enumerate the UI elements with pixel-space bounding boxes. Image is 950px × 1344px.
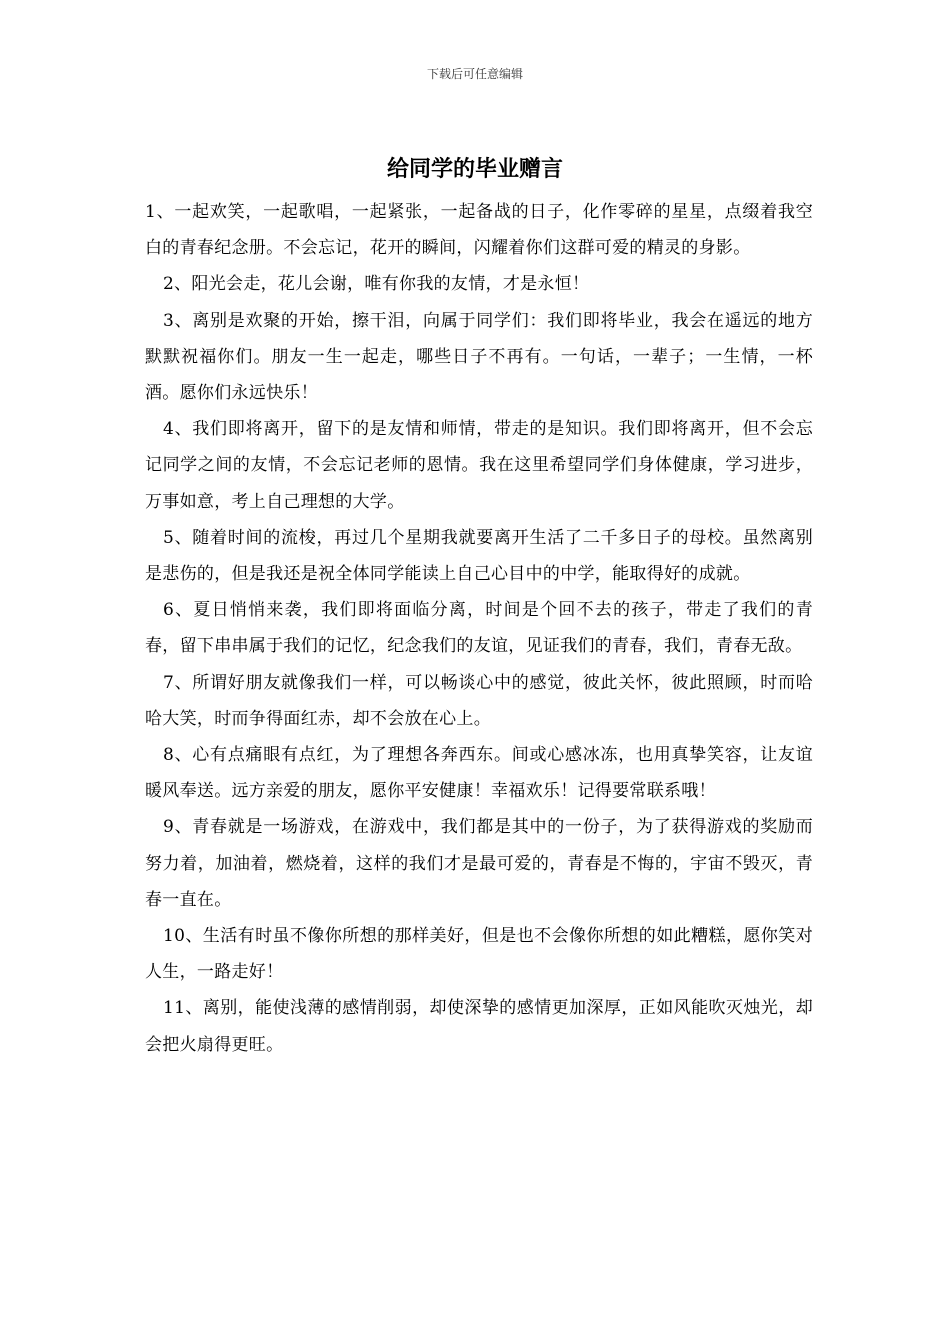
document-body <box>145 194 813 1063</box>
paragraph-1: 1、一起欢笑，一起歌唱，一起紧张，一起备战的日子，化作零碎的星星，点缀着我空白的青春纪念册。不会忘记，花开的瞬间，闪耀着你们这群可爱的精灵的身影。 <box>145 202 813 259</box>
paragraph-9: 9、青春就是一场游戏，在游戏中，我们都是其中的一份子，为了获得游戏的奖励而努力着，加油着，燃烧着，这样的我们才是最可爱的，青春是不悔的，宇宙不毁灭，青春一直在。 <box>145 817 813 910</box>
paragraph-5: 5、随着时间的流梭，再过几个星期我就要离开生活了二千多日子的母校。虽然离别是悲伤的，但是我还是祝全体同学能读上自己心目中的中学，能取得好的成就。 <box>145 527 813 585</box>
paragraph-2: 2、阳光会走，花儿会谢，唯有你我的友情，才是永恒！ <box>163 274 590 295</box>
paragraph-4: 4、我们即将离开，留下的是友情和师情，带走的是知识。我们即将离开，但不会忘记同学之间的友情，不会忘记老师的恩情。我在这里希望同学们身体健康，学习进步，万事如意，考上自己理想的大学。 <box>145 419 813 512</box>
paragraph-8: 8、心有点痛眼有点红，为了理想各奔西东。间或心感冰冻，也用真挚笑容，让友谊暖风奉送。远方亲爱的朋友，愿你平安健康！幸福欢乐！记得要常联系哦！ <box>145 745 813 802</box>
paragraph-11: 11、离别，能使浅薄的感情削弱，却使深挚的感情更加深厚，正如风能吹灭烛光，却会把火扇得更旺。 <box>145 998 813 1055</box>
paragraph-3: 3、离别是欢聚的开始，擦干泪，向属于同学们：我们即将毕业，我会在遥远的地方默默祝福你们。朋友一生一起走，哪些日子不再有。一句话，一辈子；一生情，一杯酒。愿你们永远快乐！ <box>145 310 813 404</box>
paragraph-6: 6、夏日悄悄来袭，我们即将面临分离，时间是个回不去的孩子，带走了我们的青春，留下串串属于我们的记忆，纪念我们的友谊，见证我们的青春，我们，青春无敌。 <box>145 600 813 657</box>
paragraph-7: 7、所谓好朋友就像我们一样，可以畅谈心中的感觉，彼此关怀，彼此照顾，时而哈哈大笑，时而争得面红赤，却不会放在心上。 <box>145 672 813 729</box>
header-note: 下载后可任意编辑 <box>426 67 523 81</box>
page-title: 给同学的毕业赠言 <box>386 156 563 182</box>
paragraph-10: 10、生活有时虽不像你所想的那样美好，但是也不会像你所想的如此糟糕，愿你笑对人生，一路走好！ <box>145 926 813 983</box>
